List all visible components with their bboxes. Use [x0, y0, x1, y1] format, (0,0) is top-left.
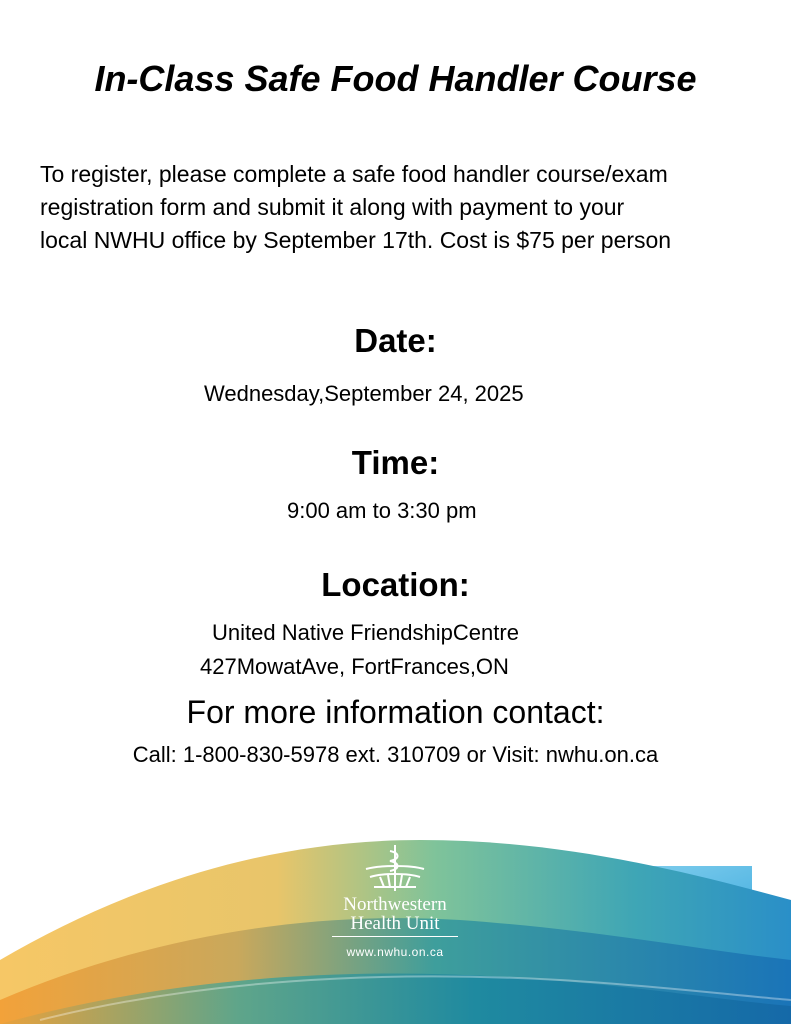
logo-divider	[332, 936, 458, 937]
intro-line-3: local NWHU office by September 17th. Cost is $75 per person	[40, 227, 672, 253]
location-line-1: United Native FriendshipCentre	[212, 620, 519, 645]
intro-line-2: registration form and submit it along with payment to your	[40, 194, 625, 220]
nwhu-logo	[320, 843, 470, 959]
date-heading: Date:	[354, 322, 437, 359]
date-value: Wednesday,September 24, 2025	[204, 381, 524, 406]
nwhu-emblem-icon	[360, 843, 430, 895]
logo-name-line-2: Health Unit	[350, 913, 440, 934]
contact-heading: For more information contact:	[186, 694, 605, 730]
page-title: In-Class Safe Food Handler Course	[94, 58, 697, 99]
time-heading: Time:	[351, 444, 440, 481]
logo-name-line-1: Northwestern	[343, 894, 447, 915]
contact-info: Call: 1-800-830-5978 ext. 310709 or Visit: nwhu.on.ca	[132, 742, 659, 767]
intro-line-1: To register, please complete a safe food handler course/exam	[40, 161, 668, 187]
registration-instructions	[40, 158, 760, 257]
location-line-2: 427MowatAve, FortFrances,ON	[200, 654, 509, 679]
time-value: 9:00 am to 3:30 pm	[287, 498, 477, 523]
logo-url: www.nwhu.on.ca	[346, 945, 444, 959]
location-heading: Location:	[321, 566, 470, 603]
